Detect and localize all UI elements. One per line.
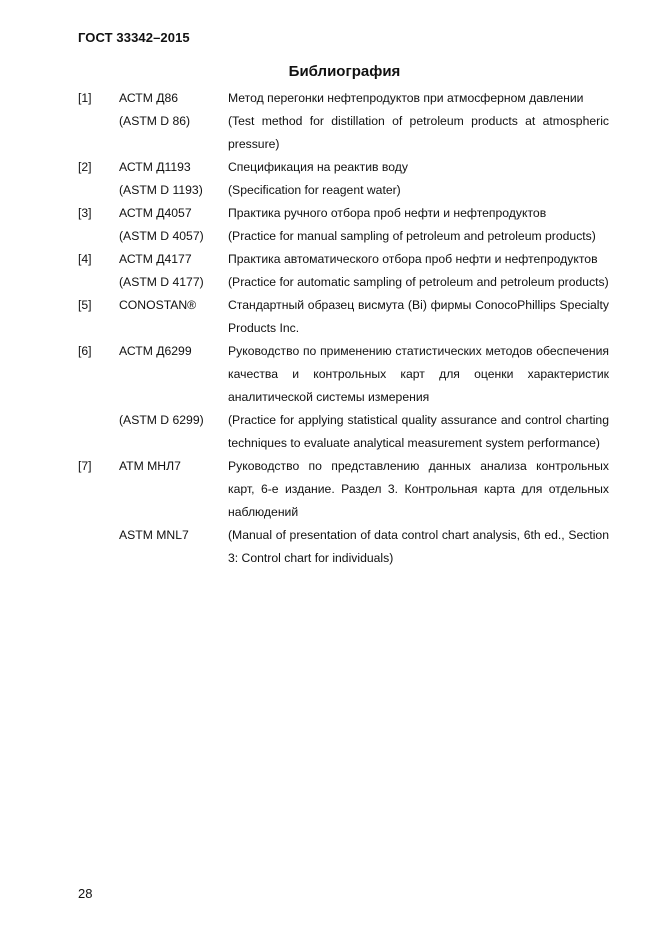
bibliography-entry-5 [78,294,609,340]
reference-code: ASTM MNL7 [119,528,189,542]
reference-description: Метод перегонки нефтепродуктов при атмосферном давлении [228,91,584,105]
reference-description: Стандартный образец висмута (Bi) фирмы ConocoPhillips Specialty Products Inc. [228,298,609,335]
entry-number: [7] [78,459,92,473]
reference-description: (Practice for applying statistical quality assurance and control charting techniques to evaluate analytical measurement system performance) [228,413,609,450]
reference-item [78,110,609,156]
entry-number: [2] [78,160,92,174]
reference-code: CONOSTAN® [119,298,197,312]
reference-item [78,340,609,409]
reference-code: АСТМ Д4177 [119,252,192,266]
bibliography-entry-7 [78,455,609,570]
reference-item [78,248,609,271]
reference-code: (ASTM D 6299) [119,413,204,427]
reference-code: АСТМ Д86 [119,91,179,105]
reference-item [78,409,609,455]
entry-number: [4] [78,252,92,266]
reference-description: (Specification for reagent water) [228,183,401,197]
reference-item [78,87,609,110]
reference-item [78,179,609,202]
reference-description: Руководство по представлению данных анализа контрольных карт, 6-е издание. Раздел 3. Контрольная карта для отдельных наблюдений [228,459,609,519]
reference-item [78,524,609,570]
reference-description: Практика автоматического отбора проб нефти и нефтепродуктов [228,252,598,266]
reference-item [78,271,609,294]
reference-description: (Manual of presentation of data control chart analysis, 6th ed., Section 3: Control chart for individuals) [228,528,609,565]
reference-code: (ASTM D 1193) [119,183,203,197]
reference-item [78,225,609,248]
entry-number: [1] [78,91,92,105]
reference-item [78,202,609,225]
page-number: 28 [78,886,93,901]
reference-description: Практика ручного отбора проб нефти и нефтепродуктов [228,206,547,220]
reference-code: (ASTM D 4057) [119,229,204,243]
entry-number: [6] [78,344,92,358]
bibliography-entry-1 [78,87,609,156]
reference-item [78,156,609,179]
reference-item [78,455,609,524]
reference-code: АТМ МНЛ7 [119,459,181,473]
document-code-header: ГОСТ 33342–2015 [78,30,190,45]
reference-code: АСТМ Д1193 [119,160,191,174]
bibliography-title: Библиография [288,63,401,80]
reference-code: (ASTM D 86) [119,114,191,128]
reference-code: (ASTM D 4177) [119,275,204,289]
reference-description: Руководство по применению статистических методов обеспечения качества и контрольных карт для оценки характеристик аналитической системы измерения [228,344,609,404]
reference-code: АСТМ Д4057 [119,206,192,220]
reference-description: Спецификация на реактив воду [228,160,408,174]
bibliography-entry-6 [78,340,609,455]
bibliography-entry-2 [78,156,609,202]
reference-description: (Practice for manual sampling of petroleum and petroleum products) [228,229,596,243]
entry-number: [3] [78,206,92,220]
reference-description: (Practice for automatic sampling of petroleum and petroleum products) [228,275,609,289]
entry-number: [5] [78,298,92,312]
bibliography-list [78,87,609,570]
reference-item [78,294,609,340]
bibliography-entry-4 [78,248,609,294]
reference-code: АСТМ Д6299 [119,344,192,358]
reference-description: (Test method for distillation of petroleum products at atmospheric pressure) [228,114,609,151]
bibliography-entry-3 [78,202,609,248]
